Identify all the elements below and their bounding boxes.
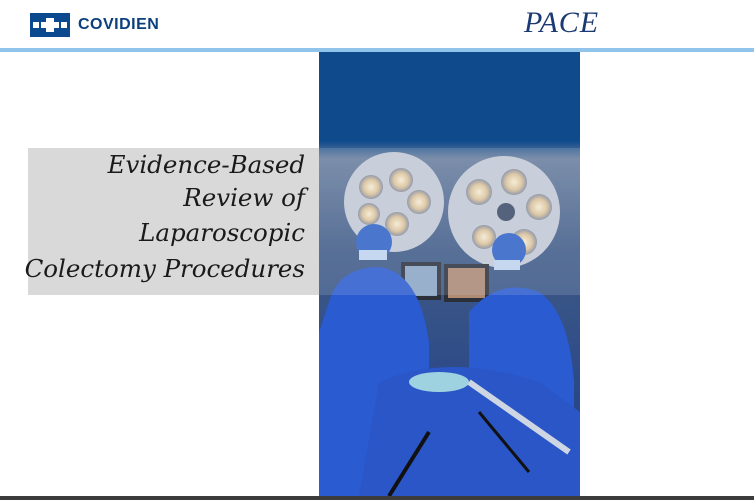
covidien-cross-icon bbox=[30, 13, 70, 37]
title-overlay bbox=[319, 148, 580, 295]
footer-bar bbox=[0, 496, 754, 500]
title-line-2: Review of bbox=[183, 183, 305, 212]
title-line-1: Evidence-Based bbox=[107, 150, 305, 179]
title-box bbox=[24, 148, 319, 295]
logo-wordmark: COVIDIEN bbox=[78, 16, 160, 33]
title-line-3: Laparoscopic bbox=[139, 218, 305, 247]
program-title: PACE bbox=[524, 6, 600, 39]
covidien-logo bbox=[30, 12, 159, 38]
header bbox=[0, 0, 754, 48]
title-line-4: Colectomy Procedures bbox=[24, 254, 305, 283]
